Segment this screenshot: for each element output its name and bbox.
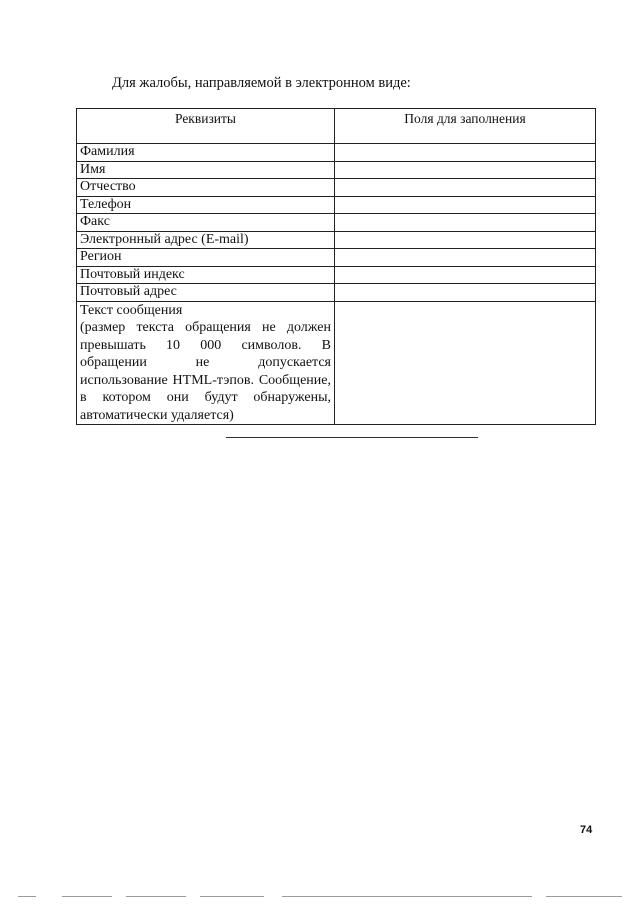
- complaint-form-table: [76, 108, 596, 425]
- table-header-row: [77, 109, 596, 144]
- end-divider: [226, 437, 478, 438]
- field-value-postal-code: [335, 266, 596, 284]
- field-value-name: [335, 161, 596, 179]
- table-row: [77, 231, 596, 249]
- table-row: [77, 266, 596, 284]
- field-label-name: Имя: [77, 161, 335, 179]
- field-value-postal-address: [335, 284, 596, 302]
- header-requisites: Реквизиты: [77, 109, 335, 144]
- field-value-email: [335, 231, 596, 249]
- field-value-phone: [335, 196, 596, 214]
- scan-edge-line: [200, 896, 264, 897]
- scan-edge-line: [546, 896, 622, 897]
- page-number: 74: [580, 824, 593, 836]
- table-row: [77, 179, 596, 197]
- field-label-phone: Телефон: [77, 196, 335, 214]
- scan-edge-line: [282, 896, 532, 897]
- table-row: [77, 144, 596, 162]
- table-row-message: [77, 301, 596, 425]
- scan-edge-line: [18, 896, 36, 897]
- field-value-message: [335, 301, 596, 425]
- field-value-surname: [335, 144, 596, 162]
- message-note: (размер текста обращения не должен превышать 10 000 символов. В обращении не допускается использование HTML-тэпов. Сообщение, в котором они будут обнаружены, автоматически удаляется): [80, 320, 331, 423]
- table-row: [77, 161, 596, 179]
- field-label-postal-code: Почтовый индекс: [77, 266, 335, 284]
- field-label-surname: Фамилия: [77, 144, 335, 162]
- field-value-patronymic: [335, 179, 596, 197]
- field-value-fax: [335, 214, 596, 232]
- table-row: [77, 196, 596, 214]
- message-title: Текст сообщения: [80, 302, 183, 318]
- field-label-message: [77, 301, 335, 425]
- field-label-postal-address: Почтовый адрес: [77, 284, 335, 302]
- table-row: [77, 249, 596, 267]
- table-row: [77, 214, 596, 232]
- field-label-email: Электронный адрес (E-mail): [77, 231, 335, 249]
- table-row: [77, 284, 596, 302]
- field-value-region: [335, 249, 596, 267]
- intro-text: Для жалобы, направляемой в электронном виде:: [112, 75, 411, 91]
- scan-edge-line: [126, 896, 186, 897]
- field-label-region: Регион: [77, 249, 335, 267]
- field-label-patronymic: Отчество: [77, 179, 335, 197]
- scan-edge-line: [62, 896, 112, 897]
- header-fill-fields: Поля для заполнения: [335, 109, 596, 144]
- field-label-fax: Факс: [77, 214, 335, 232]
